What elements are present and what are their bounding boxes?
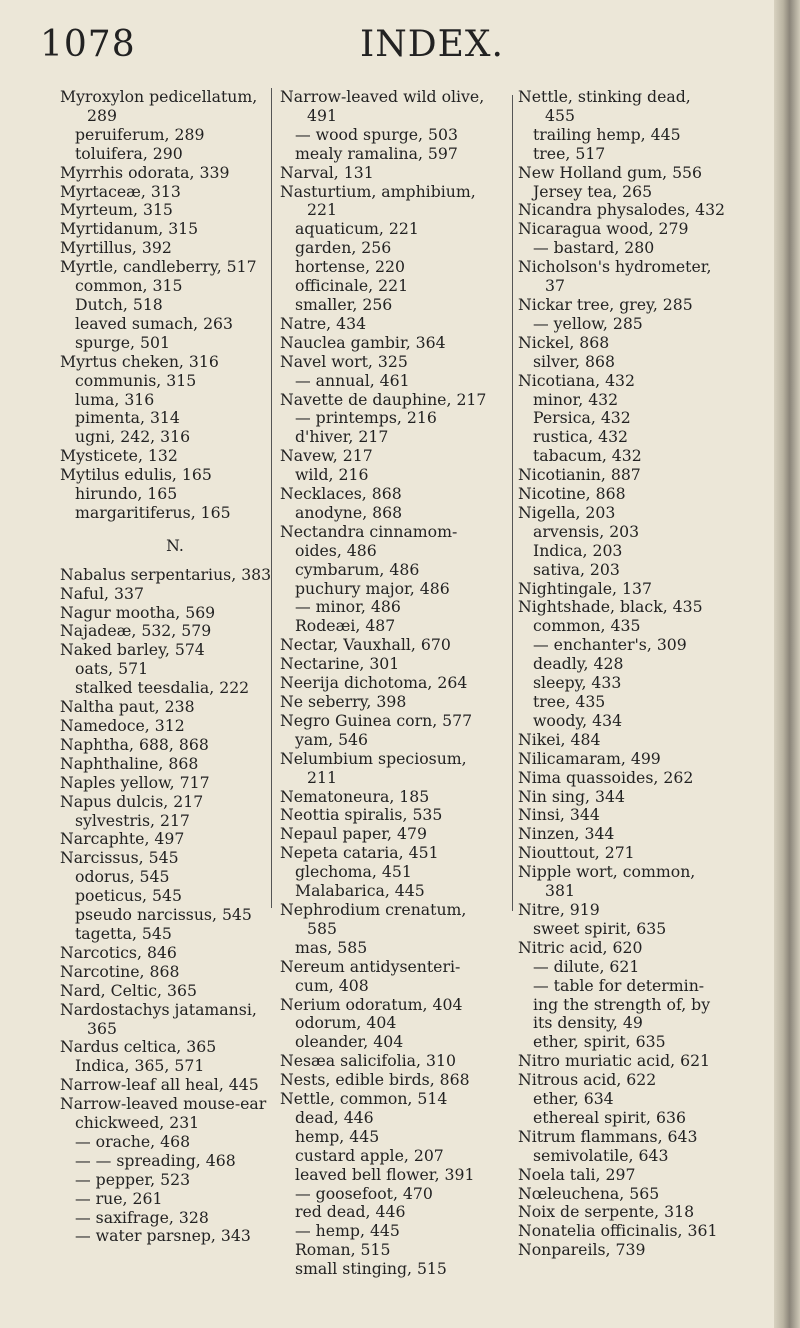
index-continuation: 381: [545, 881, 575, 901]
index-subentry: tree, 517: [533, 143, 606, 163]
index-entry: Nardus celtica, 365: [60, 1037, 217, 1057]
index-subentry: — annual, 461: [295, 370, 410, 390]
index-continuation: 585: [307, 918, 337, 938]
index-entry: Narrow-leaved mouse-ear: [60, 1094, 267, 1114]
index-continuation: 37: [545, 276, 565, 296]
index-subentry: tagetta, 545: [75, 923, 172, 943]
index-entry: Nitrous acid, 622: [518, 1070, 657, 1090]
index-subentry: pseudo narcissus, 545: [75, 905, 252, 925]
index-entry: Narcaphte, 497: [60, 829, 185, 849]
index-column-2: [280, 88, 512, 1279]
index-subentry: leaved bell flower, 391: [295, 1164, 475, 1184]
index-subentry: margaritiferus, 165: [75, 502, 231, 522]
index-entry: Nitro muriatic acid, 621: [518, 1051, 711, 1071]
index-entry: Nigella, 203: [518, 502, 616, 522]
index-entry: Myrtus cheken, 316: [60, 351, 219, 371]
index-subentry: mas, 585: [295, 937, 368, 957]
index-subentry: Rodeæi, 487: [295, 616, 396, 636]
index-entry: Nagur mootha, 569: [60, 602, 216, 622]
index-entry: Nonpareils, 739: [518, 1240, 646, 1260]
index-entry: Ninsi, 344: [518, 805, 600, 825]
index-subentry: d'hiver, 217: [295, 427, 389, 447]
index-subentry: semivolatile, 643: [533, 1145, 669, 1165]
index-entry: Myrteum, 315: [60, 200, 173, 220]
index-entry: Nightingale, 137: [518, 578, 652, 598]
index-subentry: toluifera, 290: [75, 143, 183, 163]
index-subentry: pimenta, 314: [75, 408, 180, 428]
index-entry: Navew, 217: [280, 446, 373, 466]
index-subentry: yam, 546: [295, 729, 369, 749]
index-entry: Niouttout, 271: [518, 843, 635, 863]
index-entry: Nerium odoratum, 404: [280, 994, 463, 1014]
index-subentry: minor, 432: [533, 389, 619, 409]
index-subentry: — wood spurge, 503: [295, 124, 458, 144]
index-subentry: aquaticum, 221: [295, 219, 419, 239]
index-subentry: anodyne, 868: [295, 502, 403, 522]
index-subentry: chickweed, 231: [75, 1113, 200, 1133]
index-entry: Nœleuchena, 565: [518, 1183, 660, 1203]
index-entry: Nettle, stinking dead,: [518, 87, 691, 106]
index-entry: Naked barley, 574: [60, 640, 205, 660]
index-entry: Namedoce, 312: [60, 716, 185, 735]
index-entry: Nectarine, 301: [280, 654, 400, 674]
index-continuation: 491: [307, 105, 337, 125]
index-subentry: silver, 868: [533, 351, 615, 371]
index-entry: Nectandra cinnamom-: [280, 521, 458, 541]
index-subentry: peruiferum, 289: [75, 124, 205, 144]
index-subentry: puchury major, 486: [295, 578, 450, 598]
index-subentry: Persica, 432: [533, 408, 631, 428]
index-subentry: woody, 434: [533, 710, 623, 730]
index-column-3: [518, 88, 758, 1260]
index-entry: Naltha paut, 238: [60, 697, 195, 717]
page-title: INDEX.: [360, 24, 504, 65]
page-header: [0, 0, 770, 70]
index-continuation: 365: [87, 1018, 117, 1038]
index-subentry: — minor, 486: [295, 597, 401, 617]
section-letter: N.: [166, 535, 184, 555]
index-subentry: — bastard, 280: [533, 238, 655, 258]
index-entry: Noela tali, 297: [518, 1164, 636, 1184]
index-entry: Nicaragua wood, 279: [518, 219, 689, 239]
index-continuation: 221: [307, 200, 337, 220]
index-entry: Nickel, 868: [518, 332, 610, 352]
index-subentry: — rue, 261: [75, 1188, 163, 1208]
index-entry: Nima quassoides, 262: [518, 767, 694, 787]
index-subentry: smaller, 256: [295, 294, 393, 314]
index-entry: Nonatelia officinalis, 361: [518, 1221, 718, 1241]
index-subentry: — water parsnep, 343: [75, 1226, 251, 1246]
index-subentry: tabacum, 432: [533, 446, 642, 466]
index-entry: Nicotianin, 887: [518, 465, 641, 485]
index-subentry: odorus, 545: [75, 867, 170, 887]
index-entry: Neerija dichotoma, 264: [280, 673, 468, 693]
index-entry: Nematoneura, 185: [280, 786, 430, 806]
index-subentry: trailing hemp, 445: [533, 124, 681, 144]
index-subentry: Malabarica, 445: [295, 881, 425, 901]
index-subentry: common, 435: [533, 616, 641, 636]
index-entry: Necklaces, 868: [280, 484, 402, 504]
index-entry: Myrtillus, 392: [60, 238, 172, 258]
index-entry: Narcotics, 846: [60, 942, 177, 962]
index-entry: Nightshade, black, 435: [518, 597, 703, 617]
index-entry: Naful, 337: [60, 583, 144, 603]
index-subentry: ether, spirit, 635: [533, 1032, 666, 1052]
index-subentry: ether, 634: [533, 1089, 614, 1109]
index-entry: Natre, 434: [280, 313, 367, 333]
index-subentry: Dutch, 518: [75, 294, 163, 314]
index-entry: Naphthaline, 868: [60, 753, 199, 773]
index-subentry: — dilute, 621: [533, 956, 640, 976]
index-subentry: sylvestris, 217: [75, 810, 190, 830]
index-entry: Neottia spiralis, 535: [280, 805, 443, 825]
index-subentry: dead, 446: [295, 1107, 374, 1127]
index-subentry: Indica, 203: [533, 540, 623, 560]
index-subentry: deadly, 428: [533, 654, 624, 674]
index-entry: Nettle, common, 514: [280, 1089, 448, 1109]
index-subentry: cymbarum, 486: [295, 559, 420, 579]
index-subentry: oleander, 404: [295, 1032, 404, 1052]
index-entry: Nicotiana, 432: [518, 370, 636, 390]
index-entry: Mysticete, 132: [60, 446, 178, 466]
index-entry: Nauclea gambir, 364: [280, 332, 446, 352]
index-entry: Nard, Celtic, 365: [60, 980, 197, 1000]
index-column-1: [60, 88, 290, 1246]
index-entry: Naphtha, 688, 868: [60, 734, 209, 754]
index-entry: Narval, 131: [280, 162, 374, 182]
index-entry: Myrrhis odorata, 339: [60, 162, 230, 182]
index-entry: Nickar tree, grey, 285: [518, 294, 693, 314]
page-edge-shadow: [774, 0, 800, 1328]
index-entry: Nitric acid, 620: [518, 937, 643, 957]
index-subentry: red dead, 446: [295, 1202, 406, 1222]
index-entry: Nin sing, 344: [518, 786, 625, 806]
index-entry: Narcissus, 545: [60, 848, 179, 868]
index-entry: Navette de dauphine, 217: [280, 389, 487, 409]
index-subentry: leaved sumach, 263: [75, 313, 234, 333]
index-entry: Ne seberry, 398: [280, 692, 407, 711]
index-entry: Myrtle, candleberry, 517: [60, 257, 257, 277]
index-entry: Napus dulcis, 217: [60, 791, 204, 811]
index-subentry: cum, 408: [295, 975, 369, 995]
index-entry: Nicandra physalodes, 432: [518, 200, 726, 220]
index-subentry: spurge, 501: [75, 332, 170, 352]
index-continuation: 289: [87, 105, 117, 125]
index-subentry: small stinging, 515: [295, 1259, 447, 1279]
index-subentry: sweet spirit, 635: [533, 918, 667, 938]
index-entry: Nitre, 919: [518, 899, 600, 919]
index-entry: Negro Guinea corn, 577: [280, 710, 473, 730]
index-subentry: officinale, 221: [295, 276, 409, 296]
index-subentry: — table for determin-: [533, 975, 705, 995]
index-entry: Narcotine, 868: [60, 961, 180, 981]
index-subentry: rustica, 432: [533, 427, 629, 447]
index-entry: Nesæa salicifolia, 310: [280, 1051, 456, 1071]
index-subentry: wild, 216: [295, 465, 369, 485]
index-subentry: oides, 486: [295, 540, 377, 560]
index-entry: Nikei, 484: [518, 729, 601, 749]
index-subentry: hortense, 220: [295, 257, 405, 277]
index-entry: Nilicamaram, 499: [518, 748, 661, 768]
index-entry: Myrtidanum, 315: [60, 219, 199, 239]
index-subentry: sativa, 203: [533, 559, 620, 579]
index-subentry: glechoma, 451: [295, 862, 412, 882]
index-continuation: 455: [545, 105, 575, 125]
index-entry: Nicholson's hydrometer,: [518, 257, 712, 277]
index-entry: Nipple wort, common,: [518, 862, 696, 882]
index-subentry: arvensis, 203: [533, 521, 640, 541]
index-entry: Navel wort, 325: [280, 351, 408, 371]
index-entry: Nabalus serpentarius, 383: [60, 564, 272, 584]
index-subentry: ethereal spirit, 636: [533, 1107, 686, 1127]
index-entry: Ninzen, 344: [518, 824, 615, 844]
index-subentry: communis, 315: [75, 370, 197, 390]
index-subentry: hirundo, 165: [75, 484, 178, 504]
index-entry: New Holland gum, 556: [518, 162, 703, 182]
column-divider: [512, 95, 513, 911]
index-subentry: oats, 571: [75, 659, 149, 679]
index-entry: Myroxylon pedicellatum,: [60, 87, 258, 106]
index-entry: Nectar, Vauxhall, 670: [280, 635, 451, 655]
index-subentry: — — spreading, 468: [75, 1150, 236, 1170]
index-subentry: Jersey tea, 265: [533, 181, 653, 201]
index-subentry: odorum, 404: [295, 1013, 397, 1033]
index-subentry: — orache, 468: [75, 1131, 191, 1151]
index-entry: Nardostachys jatamansi,: [60, 999, 257, 1019]
index-entry: Nepeta cataria, 451: [280, 843, 439, 863]
page-number: 1078: [40, 24, 136, 65]
index-entry: Nepaul paper, 479: [280, 824, 427, 844]
index-subentry: — saxifrage, 328: [75, 1207, 209, 1227]
index-entry: Najadeæ, 532, 579: [60, 621, 212, 641]
index-subentry: ing the strength of, by: [533, 994, 711, 1014]
index-entry: Myrtaceæ, 313: [60, 181, 181, 201]
index-subentry: poeticus, 545: [75, 886, 182, 906]
index-subentry: common, 315: [75, 276, 183, 296]
index-entry: Narrow-leaved wild olive,: [280, 87, 485, 106]
index-subentry: — enchanter's, 309: [533, 635, 687, 655]
index-subentry: — hemp, 445: [295, 1221, 400, 1241]
index-entry: Nicotine, 868: [518, 484, 626, 504]
index-subentry: stalked teesdalia, 222: [75, 678, 250, 698]
index-entry: Mytilus edulis, 165: [60, 465, 212, 485]
index-entry: Naples yellow, 717: [60, 772, 210, 792]
index-subentry: — printemps, 216: [295, 408, 437, 428]
index-entry: Nephrodium crenatum,: [280, 899, 467, 919]
index-subentry: its density, 49: [533, 1013, 643, 1033]
index-entry: Nests, edible birds, 868: [280, 1070, 470, 1090]
index-subentry: — goosefoot, 470: [295, 1183, 433, 1203]
index-subentry: — pepper, 523: [75, 1169, 191, 1189]
index-subentry: luma, 316: [75, 389, 155, 409]
index-entry: Nereum antidysenteri-: [280, 956, 461, 976]
index-subentry: mealy ramalina, 597: [295, 143, 458, 163]
index-subentry: — yellow, 285: [533, 313, 643, 333]
index-subentry: Roman, 515: [295, 1240, 391, 1260]
index-entry: Noix de serpente, 318: [518, 1202, 695, 1222]
index-entry: Nasturtium, amphibium,: [280, 181, 476, 201]
index-subentry: custard apple, 207: [295, 1145, 444, 1165]
index-continuation: 211: [307, 767, 337, 787]
index-entry: Narrow-leaf all heal, 445: [60, 1075, 259, 1095]
index-entry: Nelumbium speciosum,: [280, 748, 467, 768]
index-subentry: tree, 435: [533, 692, 606, 711]
index-subentry: Indica, 365, 571: [75, 1056, 205, 1076]
index-subentry: sleepy, 433: [533, 673, 622, 693]
index-subentry: hemp, 445: [295, 1126, 380, 1146]
index-subentry: garden, 256: [295, 238, 392, 258]
index-entry: Nitrum flammans, 643: [518, 1126, 698, 1146]
index-subentry: ugni, 242, 316: [75, 427, 191, 447]
